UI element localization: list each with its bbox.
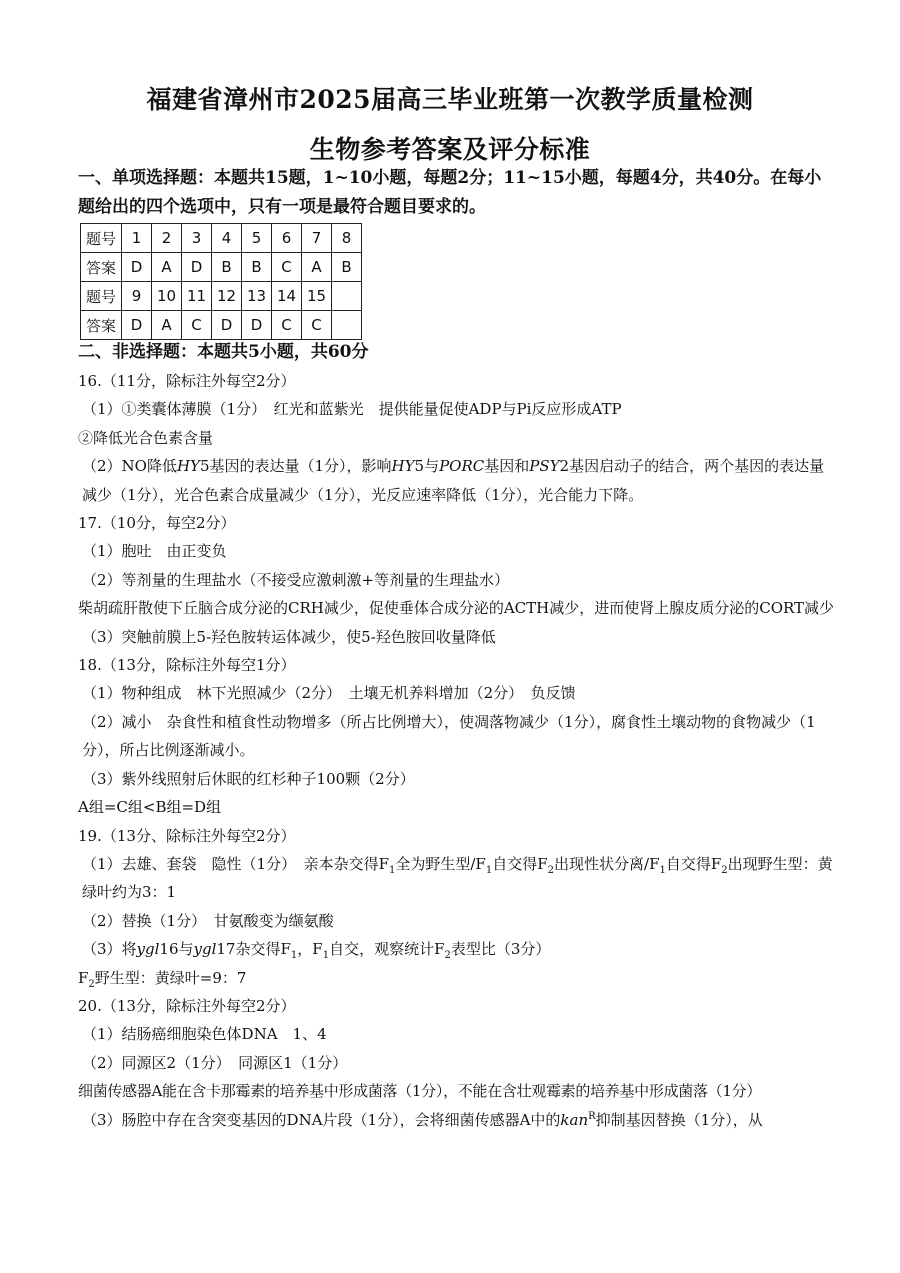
table-cell bbox=[332, 282, 362, 311]
q18-line3: （3）紫外线照射后休眠的红杉种子100颗（2分） bbox=[82, 769, 415, 788]
q18-line4: A组=C组<B组=D组 bbox=[78, 798, 222, 817]
table-cell: A bbox=[302, 253, 332, 282]
q19-line4: $F_2$野生型：黄绿叶=9：7 bbox=[78, 968, 247, 990]
q16-line2: ②降低光合色素含量 bbox=[78, 428, 214, 447]
q19-line1: （1）去雄、套袋 隐性（1分） 亲本杂交得$F_1$全为野生型$/F_1$自交得$F_2$出现性状分离$/F_1$自交得$F_2$出现野生型：黄绿叶约为3：1 bbox=[82, 854, 833, 902]
table-cell: A bbox=[152, 253, 182, 282]
table-row bbox=[81, 311, 362, 340]
table-cell: 5 bbox=[242, 224, 272, 253]
q20-line2: （2）同源区2（1分） 同源区1（1分） bbox=[82, 1053, 348, 1072]
table-cell: C bbox=[302, 311, 332, 340]
table-cell: 4 bbox=[212, 224, 242, 253]
table-cell: B bbox=[332, 253, 362, 282]
q18-line2: （2）减小 杂食性和植食性动物增多（所占比例增大），使凋落物减少（1分），腐食性土壤动物的食物减少（1分），所占比例逐渐减小。 bbox=[82, 712, 816, 760]
table-cell: 13 bbox=[242, 282, 272, 311]
table-row-label: 答案 bbox=[81, 311, 122, 340]
table-cell: 10 bbox=[152, 282, 182, 311]
q17-header: 17.（10分，每空2分） bbox=[78, 514, 236, 533]
q18-header: 18.（13分，除标注外每空1分） bbox=[78, 656, 296, 675]
q17-line1: （1）胞吐 由正变负 bbox=[82, 542, 227, 561]
table-cell: 3 bbox=[182, 224, 212, 253]
table-cell: D bbox=[182, 253, 212, 282]
q20-line4: （3）肠腔中存在含突变基因的DNA片段（1分），会将细菌传感器A中的kan$^R$抑制基因替换（1分），从 bbox=[82, 1110, 763, 1129]
table-cell: A bbox=[152, 311, 182, 340]
answer-body bbox=[78, 367, 838, 1134]
q20-header: 20.（13分，除标注外每空2分） bbox=[78, 996, 296, 1015]
section2-heading: 二、非选择题：本题共5小题，共60分 bbox=[78, 342, 369, 362]
page-subtitle: 生物参考答案及评分标准 bbox=[309, 135, 591, 164]
table-cell: C bbox=[272, 253, 302, 282]
q20-line1: （1）结肠癌细胞染色体DNA 1、4 bbox=[82, 1025, 327, 1044]
q19-line2: （2）替换（1分） 甘氨酸变为缬氨酸 bbox=[82, 911, 334, 930]
table-cell: 11 bbox=[182, 282, 212, 311]
table-cell bbox=[332, 311, 362, 340]
q16-header: 16.（11分，除标注外每空2分） bbox=[78, 372, 296, 390]
table-row bbox=[81, 224, 362, 253]
table-row-label: 答案 bbox=[81, 253, 122, 282]
table-cell: D bbox=[212, 311, 242, 340]
table-cell: B bbox=[212, 253, 242, 282]
table-cell: D bbox=[242, 311, 272, 340]
table-cell: C bbox=[272, 311, 302, 340]
table-cell: C bbox=[182, 311, 212, 340]
table-row-label: 题号 bbox=[81, 282, 122, 311]
table-cell: 1 bbox=[122, 224, 152, 253]
q19-line3: （3）将ygl16与ygl17杂交得$F_1$，$F_1$自交，观察统计$F_2$表型比（3分） bbox=[82, 940, 551, 962]
q17-line2: （2）等剂量的生理盐水（不接受应激刺激+等剂量的生理盐水） bbox=[82, 570, 510, 589]
q20-line3: 细菌传感器A能在含卡那霉素的培养基中形成菌落（1分），不能在含壮观霉素的培养基中形成菌落（1分） bbox=[78, 1082, 762, 1101]
table-cell: 15 bbox=[302, 282, 332, 311]
table-cell: 6 bbox=[272, 224, 302, 253]
q17-line3: 柴胡疏肝散使下丘脑合成分泌的CRH减少，促使垂体合成分泌的ACTH减少，进而使肾上腺皮质分泌的CORT减少 bbox=[78, 599, 835, 618]
q16-line3: （2）NO降低HY5基因的表达量（1分），影响HY5与PORC基因和PSY2基因启动子的结合，两个基因的表达量减少（1分），光合色素合成量减少（1分），光反应速率降低（1分），光合能力下降。 bbox=[82, 457, 825, 504]
section1-heading: 一、单项选择题：本题共15题，1~10小题，每题2分；11~15小题，每题4分，共40分。在每小题给出的四个选项中，只有一项是最符合题目要求的。 bbox=[78, 168, 822, 217]
table-cell: D bbox=[122, 253, 152, 282]
q19-header: 19.（13分、除标注外每空2分） bbox=[78, 826, 296, 845]
table-cell: 14 bbox=[272, 282, 302, 311]
table-row bbox=[81, 253, 362, 282]
q16-line1: （1）①类囊体薄膜（1分） 红光和蓝紫光 提供能量促使ADP与Pi反应形成ATP bbox=[82, 400, 622, 419]
q17-line4: （3）突触前膜上5-羟色胺转运体减少，使5-羟色胺回收量降低 bbox=[82, 627, 496, 646]
table-cell: 7 bbox=[302, 224, 332, 253]
page-title: 福建省漳州市2025届高三毕业班第一次教学质量检测 bbox=[146, 85, 754, 114]
q18-line1: （1）物种组成 林下光照减少（2分） 土壤无机养料增加（2分） 负反馈 bbox=[82, 684, 576, 703]
table-cell: B bbox=[242, 253, 272, 282]
table-row bbox=[81, 282, 362, 311]
table-cell: 9 bbox=[122, 282, 152, 311]
table-cell: 12 bbox=[212, 282, 242, 311]
table-row-label: 题号 bbox=[81, 224, 122, 253]
answer-table bbox=[80, 223, 362, 340]
table-cell: 8 bbox=[332, 224, 362, 253]
table-cell: 2 bbox=[152, 224, 182, 253]
table-cell: D bbox=[122, 311, 152, 340]
